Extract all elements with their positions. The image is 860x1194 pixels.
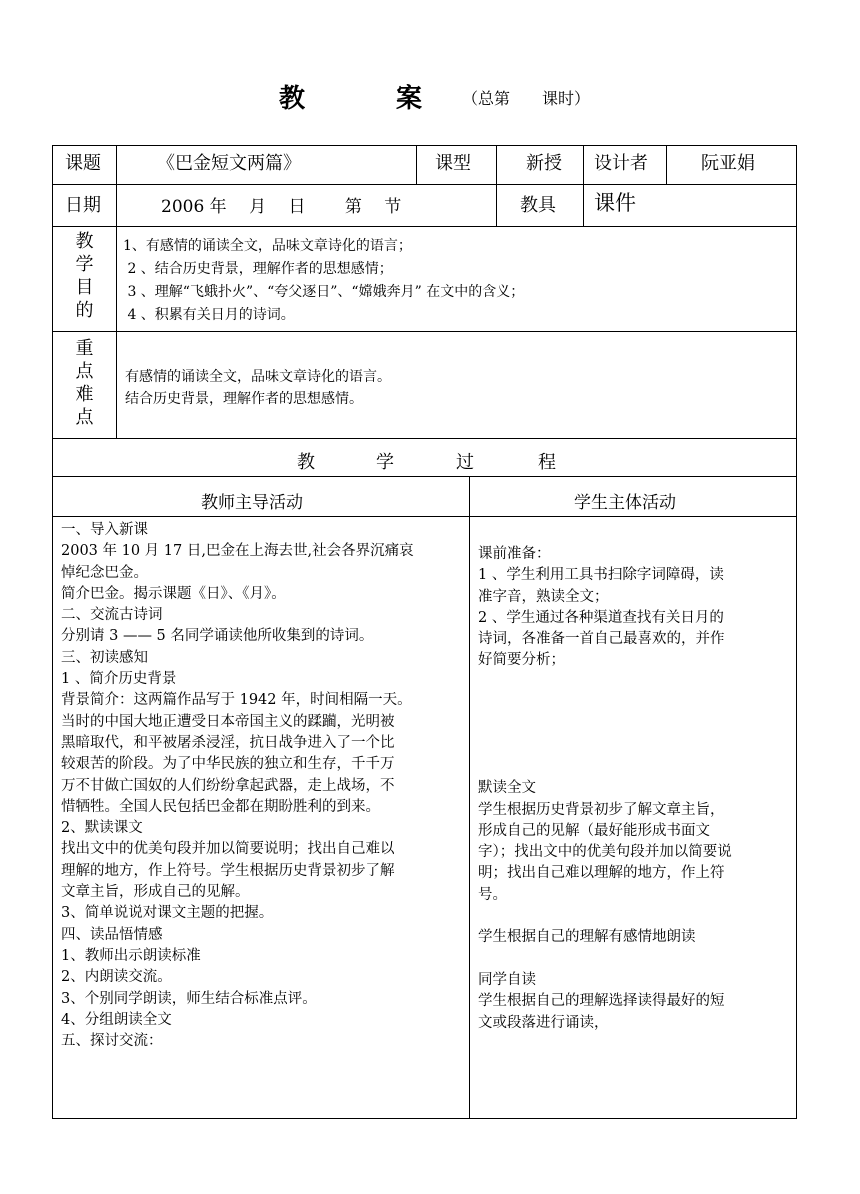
student-line: 准字音，熟读全文； <box>478 588 609 605</box>
teacher-line: 当时的中国大地正遭受日本帝国主义的蹂躏，光明被 <box>61 713 395 730</box>
student-line: 学生根据自己的理解有感情地朗读 <box>478 929 696 946</box>
row-divider <box>53 476 796 477</box>
student-line: 文或段落进行诵读， <box>478 1014 609 1031</box>
student-line: 号。 <box>478 886 507 903</box>
type-value: 新授 <box>526 153 562 174</box>
teacher-line: 四、读品悟情感 <box>61 926 163 943</box>
objective-item: 3 、理解“飞蛾扑火”、“夸父逐日”、“嫦娥奔月” 在文中的含义； <box>123 284 525 300</box>
aids-value: 课件 <box>594 191 636 215</box>
student-line: 形成自己的见解（最好能形成书面文 <box>478 822 710 839</box>
student-activities <box>478 544 790 1034</box>
teacher-line: 1 、简介历史背景 <box>61 671 177 688</box>
designer-label: 设计者 <box>594 153 648 174</box>
teacher-line: 简介巴金。揭示课题《日》、《月》。 <box>61 585 286 602</box>
student-line: 2 、学生通过各种渠道查找有关日月的 <box>478 609 724 626</box>
teacher-line: 1、教师出示朗读标准 <box>61 947 201 964</box>
keypoint-item: 有感情的诵读全文，品味文章诗化的语言。 <box>125 369 391 385</box>
lesson-plan-table <box>52 145 797 1119</box>
teacher-line: 2、内朗读交流。 <box>61 969 172 986</box>
title-subtitle: （总第 课时） <box>462 89 591 108</box>
col-divider <box>116 146 117 438</box>
teacher-line: 较艰苦的阶段。为了中华民族的独立和生存，千千万 <box>61 756 395 773</box>
row-divider <box>53 184 796 185</box>
student-line: 学生根据历史背景初步了解文章主旨， <box>478 801 725 818</box>
teacher-column-header: 教师主导活动 <box>201 493 303 513</box>
teacher-line: 理解的地方，作上符号。学生根据历史背景初步了解 <box>61 862 395 879</box>
objective-item: 1、有感情的诵读全文，品味文章诗化的语言； <box>123 238 412 254</box>
topic-value: 《巴金短文两篇》 <box>157 153 301 174</box>
title-char-1: 教 <box>279 84 306 114</box>
topic-label: 课题 <box>65 153 101 174</box>
student-column-header: 学生主体活动 <box>574 493 676 513</box>
teacher-line: 分别请 3 —— 5 名同学诵读他所收集到的诗词。 <box>61 628 374 645</box>
teacher-line: 文章主旨，形成自己的见解。 <box>61 884 250 901</box>
objective-item: 2 、结合历史背景，理解作者的思想感情； <box>123 261 393 277</box>
keypoint-item: 结合历史背景，理解作者的思想感情。 <box>125 391 363 407</box>
student-line: 明；找出自己难以理解的地方，作上符 <box>478 865 725 882</box>
teacher-line: 黑暗取代，和平被屠杀浸淫，抗日战争进入了一个比 <box>61 734 395 751</box>
student-line: 1 、学生利用工具书扫除字词障碍，读 <box>478 567 724 584</box>
row-divider <box>53 226 796 227</box>
teacher-line: 2003 年 10 月 17 日,巴金在上海去世,社会各界沉痛哀 <box>61 543 414 560</box>
col-divider <box>583 146 584 226</box>
teacher-line: 一、导入新课 <box>61 522 148 538</box>
type-label: 课型 <box>435 153 471 174</box>
student-line: 同学自读 <box>478 971 536 988</box>
document-title <box>0 74 860 114</box>
teacher-line: 二、交流古诗词 <box>61 607 163 624</box>
keypoints-label: 重 点 难 点 <box>75 338 94 428</box>
teacher-line: 背景简介：这两篇作品写于 1942 年，时间相隔一天。 <box>61 692 412 709</box>
student-line: 好简要分析； <box>478 652 565 669</box>
student-line: 课前准备： <box>478 546 551 562</box>
date-label: 日期 <box>65 195 101 216</box>
student-line: 字）；找出文中的优美句段并加以简要说 <box>478 844 732 861</box>
process-heading: 教 学 过 程 <box>297 452 556 473</box>
row-divider <box>53 438 796 439</box>
teacher-line: 3、个别同学朗读，师生结合标准点评。 <box>61 990 317 1007</box>
date-value: 2006 年 月 日 第 节 <box>161 197 402 217</box>
teacher-line: 悼纪念巴金。 <box>61 564 148 581</box>
row-divider <box>53 516 796 517</box>
teacher-line: 三、初读感知 <box>61 649 148 666</box>
teacher-line: 找出文中的优美句段并加以简要说明；找出自己难以 <box>61 841 395 858</box>
title-char-2: 案 <box>396 84 423 114</box>
teacher-line: 五、探讨交流： <box>61 1033 163 1050</box>
teacher-line: 4、分组朗读全文 <box>61 1011 172 1028</box>
objective-item: 4 、积累有关日月的诗词。 <box>123 307 295 323</box>
student-line: 默读全文 <box>478 780 536 797</box>
teacher-line: 3、简单说说对课文主题的把握。 <box>61 905 274 922</box>
designer-value: 阮亚娟 <box>701 153 755 174</box>
col-divider <box>416 146 417 184</box>
teacher-activities <box>61 520 466 1052</box>
col-divider <box>496 146 497 226</box>
teacher-line: 万不甘做亡国奴的人们纷纷拿起武器，走上战场，不 <box>61 777 395 794</box>
aids-label: 教具 <box>520 195 556 216</box>
student-line: 学生根据自己的理解选择读得最好的短 <box>478 993 725 1010</box>
objectives-label: 教 学 目 的 <box>75 231 94 321</box>
teacher-line: 2、默读课文 <box>61 820 143 837</box>
col-divider <box>666 146 667 184</box>
teacher-line: 惜牺牲。全国人民包括巴金都在期盼胜利的到来。 <box>61 798 380 815</box>
col-divider <box>469 476 470 1118</box>
student-line: 诗词，各准备一首自己最喜欢的，并作 <box>478 631 725 648</box>
row-divider <box>53 331 796 332</box>
